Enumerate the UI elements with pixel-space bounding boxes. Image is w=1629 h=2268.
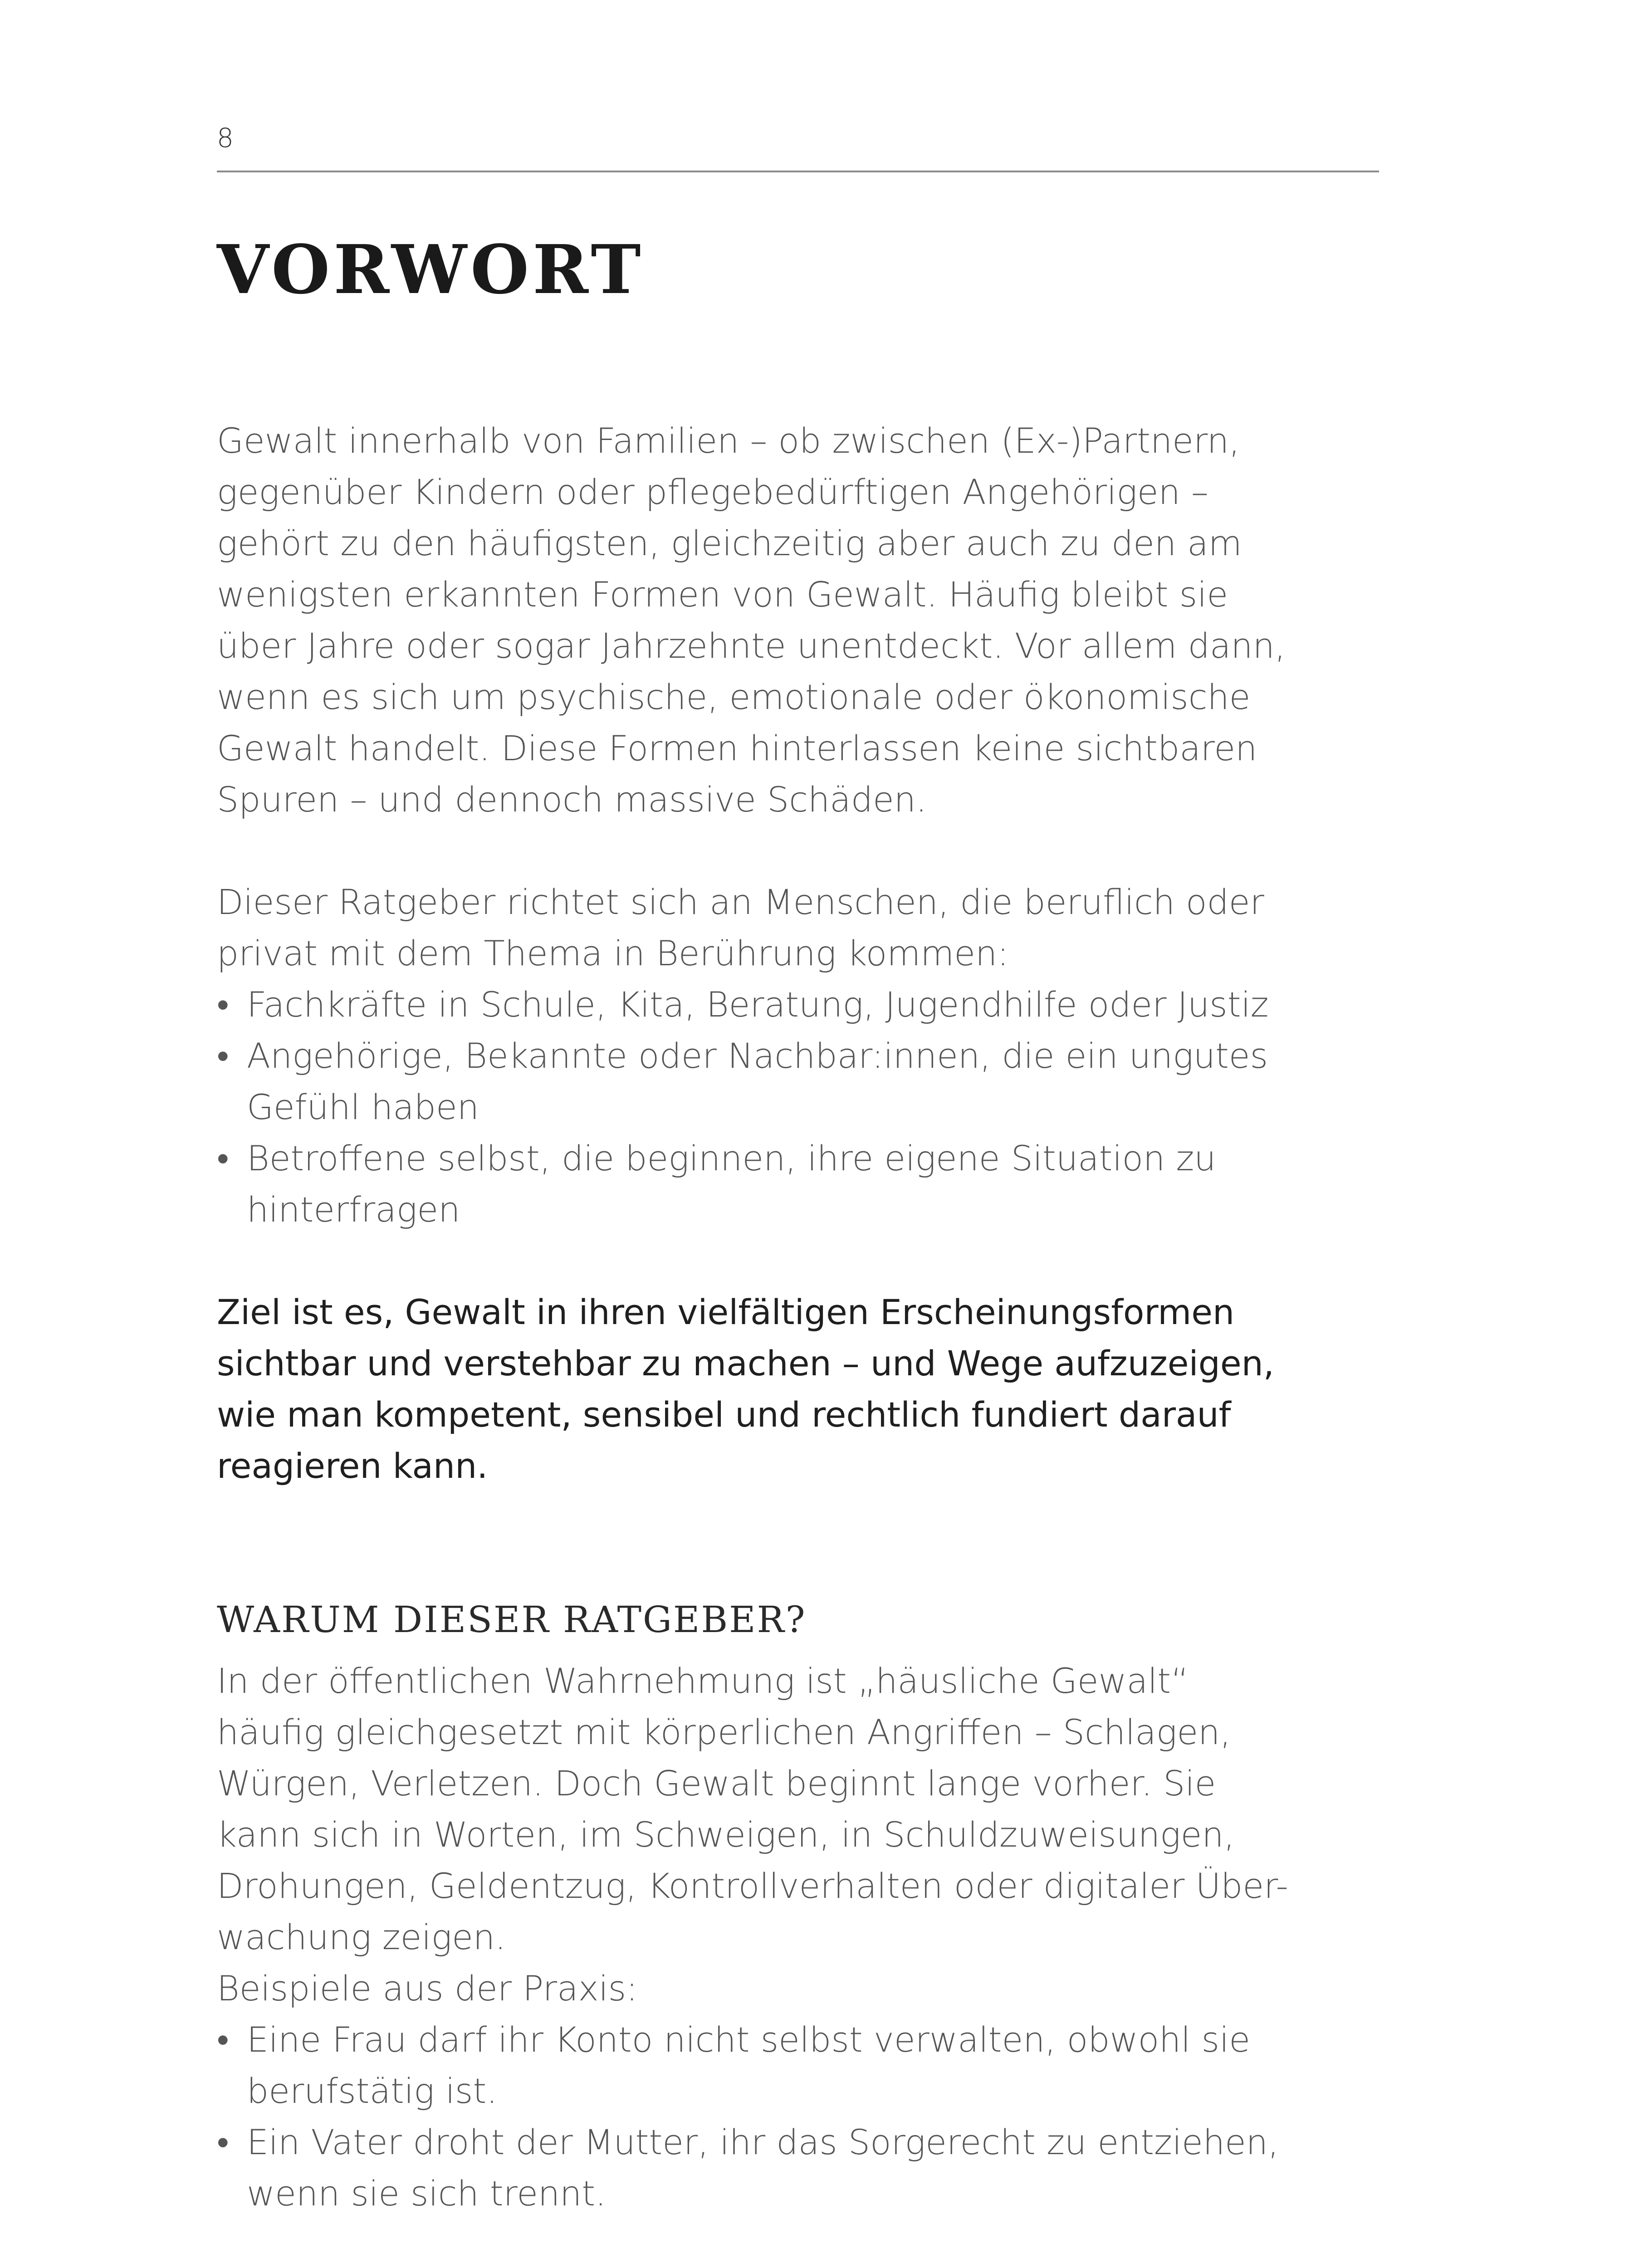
text-line: privat mit dem Thema in Berührung kommen:	[217, 933, 1009, 973]
text-line: wenn es sich um psychische, emotionale oder ökonomische	[217, 677, 1251, 717]
text-line: Gewalt innerhalb von Familien – ob zwischen (Ex-)Partnern,	[217, 420, 1240, 461]
goal-paragraph	[217, 1286, 1387, 1491]
text-line: Gefühl haben	[247, 1087, 479, 1127]
text-line: Drohungen, Geldentzug, Kontrollverhalten oder digitaler Über-	[217, 1866, 1288, 1906]
text-line: Spuren – und dennoch massive Schäden.	[217, 779, 927, 820]
text-line: sichtbar und verstehbar zu machen – und Wege aufzuzeigen,	[217, 1343, 1274, 1383]
list-item	[217, 1133, 1387, 1235]
text-line: Fachkräfte in Schule, Kita, Beratung, Jugendhilfe oder Justiz	[247, 984, 1269, 1025]
list-item	[217, 1030, 1387, 1133]
page-title: VORWORT	[217, 230, 645, 309]
audience-list	[217, 979, 1387, 1235]
text-line: Gewalt handelt. Diese Formen hinterlassen keine sichtbaren	[217, 728, 1257, 768]
text-line: wenn sie sich trennt.	[247, 2173, 607, 2214]
audience-paragraph	[217, 876, 1387, 1235]
text-line: gegenüber Kindern oder pflegebedürftigen Angehörigen –	[217, 472, 1208, 512]
text-line: wachung zeigen.	[217, 1917, 506, 1957]
text-line: hinterfragen	[247, 1189, 460, 1230]
page-number: 8	[217, 122, 234, 153]
text-line: Beispiele aus der Praxis:	[217, 1968, 638, 2009]
text-line: häufig gleichgesetzt mit körperlichen Angriffen – Schlagen,	[217, 1712, 1231, 1752]
text-line: gehört zu den häufigsten, gleichzeitig aber auch zu den am	[217, 523, 1242, 563]
header-rule	[217, 171, 1379, 172]
text-line: berufstätig ist.	[247, 2071, 498, 2111]
intro-paragraph	[217, 415, 1387, 825]
text-line: über Jahre oder sogar Jahrzehnte unentdeckt. Vor allem dann,	[217, 626, 1286, 666]
bullet-icon: •	[217, 1036, 229, 1076]
text-line: kann sich in Worten, im Schweigen, in Schuldzuweisungen,	[217, 1814, 1235, 1855]
list-item	[217, 979, 1387, 1030]
bullet-icon: •	[217, 1138, 229, 1178]
text-line: wenigsten erkannten Formen von Gewalt. Häufig bleibt sie	[217, 574, 1228, 615]
text-line: wie man kompetent, sensibel und rechtlich fundiert darauf	[217, 1394, 1231, 1435]
bullet-icon: •	[217, 984, 229, 1025]
section-heading: WARUM DIESER RATGEBER?	[217, 1598, 807, 1641]
text-line: Betroffene selbst, die beginnen, ihre eigene Situation zu	[247, 1138, 1216, 1178]
examples-list	[217, 2014, 1387, 2219]
list-item	[217, 2116, 1387, 2219]
bullet-icon: •	[217, 2019, 229, 2060]
section-paragraph	[217, 1655, 1387, 2219]
text-line: reagieren kann.	[217, 1446, 488, 1486]
bullet-icon: •	[217, 2122, 229, 2162]
text-line: Dieser Ratgeber richtet sich an Menschen, die beruflich oder	[217, 882, 1264, 922]
list-item	[217, 2014, 1387, 2116]
text-line: Angehörige, Bekannte oder Nachbar:innen, die ein ungutes	[247, 1036, 1268, 1076]
text-line: Würgen, Verletzen. Doch Gewalt beginnt lange vorher. Sie	[217, 1763, 1216, 1804]
page-content	[217, 415, 1387, 2219]
text-line: Ziel ist es, Gewalt in ihren vielfältigen Erscheinungsformen	[217, 1292, 1235, 1332]
text-line: Eine Frau darf ihr Konto nicht selbst verwalten, obwohl sie	[247, 2019, 1251, 2060]
text-line: In der öffentlichen Wahrnehmung ist „häusliche Gewalt“	[217, 1661, 1189, 1701]
text-line: Ein Vater droht der Mutter, ihr das Sorgerecht zu entziehen,	[247, 2122, 1279, 2162]
